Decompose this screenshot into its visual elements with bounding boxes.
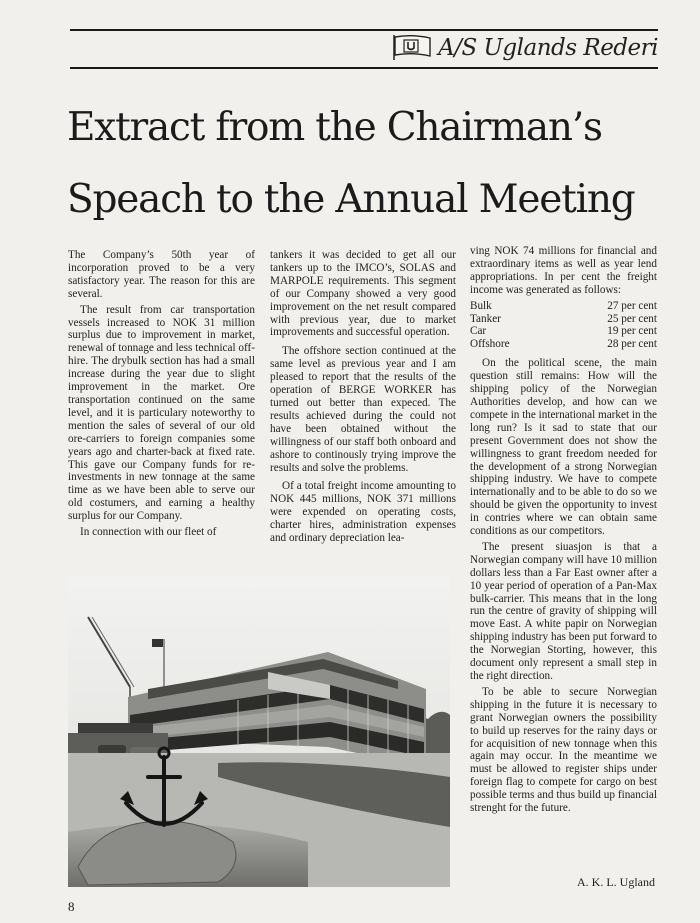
paragraph: tankers it was decided to get all our tankers up to the IMCO’s, SOLAS and MARPOLE requirements. This segment of our Company showed a very good improvement on the net result compared with previous year, due to market improvements and successful operation. — [270, 249, 456, 339]
office-building-photo — [68, 577, 450, 887]
text-column-1 — [68, 249, 255, 542]
row-value: 27 per cent — [607, 299, 657, 312]
header-rule-bottom — [70, 67, 658, 69]
paragraph: The present siuasjon is that a Norwegian company will have 10 million dollars less than a Far East owner after a 10 year period of operation of a Pan-Max bulk-carrier. This means that in the long run the centre of gravity of shipping will move East. A white papir on Norwegian shipping industry has been put forward to the Norwegian Storting, however, this document only represent a small step in the right direction. — [470, 540, 657, 682]
paragraph: The Company’s 50th year of incorporation proved to be a very satisfactory year. The reason for this are several. — [68, 249, 255, 300]
freight-income-table — [470, 300, 657, 352]
row-label: Car — [470, 325, 487, 338]
text-column-3 — [470, 245, 657, 818]
brand-name: A/S Uglands Rederi — [438, 35, 658, 61]
paragraph: In connection with our fleet of — [80, 526, 217, 539]
row-value: 25 per cent — [607, 312, 657, 325]
table-row — [470, 313, 657, 326]
flag-u-icon — [392, 34, 432, 62]
table-row — [470, 338, 657, 351]
row-label: Offshore — [470, 338, 510, 351]
page-title — [67, 92, 647, 236]
brand — [392, 32, 658, 64]
paragraph: On the political scene, the main question still remains: How will the shipping policy of the Norwegian Authorities develop, and how can we compete in the international market in the long run? Is it sad to state that our present Government does not show the willingness to grant freedom needed for the development of a strong Norwegian shipping industry. We have to compete internationally and to be able to do so we should be given the opportunity to invest in contries where we can obtain same conditions as our competitors. — [470, 357, 658, 538]
paragraph: The result from car transportation vessels increased to NOK 31 million surplus due to improvement in market, renewal of tonnage and less technical off-hire. The drybulk section has had a small increase during the year due to slight improvement in the market. Ore transportation continued on the same level, and it is particulary noteworthy to mention the sales of several of our old ore-carriers to foreign companies some years ago and charter-back at fixed rate. This gave our Company funds for re-investments in new tonnage at the same time as we have been able to serve our old costumers, and earning a healthy surplus for our Company. — [68, 303, 255, 523]
page-number: 8 — [68, 899, 75, 914]
paragraph: The offshore section continued at the same level as previous year and I am pleased to report that the results of the operation of BERGE WORKER has turned out better than expeced. The results achieved during the could not have been obtained without the willingness of our staff both onboard and ashore to continously trying improve the results and solve the problems. — [270, 345, 456, 474]
row-label: Tanker — [470, 312, 501, 325]
table-row — [470, 325, 657, 338]
row-value: 19 per cent — [607, 325, 657, 338]
row-value: 28 per cent — [607, 338, 657, 351]
paragraph: To be able to secure Norwegian shipping in the future it is necessary to grant Norwegian owners the possibility to build up reserves for the rainy days or for acquisition of new tonnage when this again may occur. In the meantime we must be allowed to register ships under foreign flag to compete for cargo on best possible terms and thus build up financial strenght for the future. — [470, 685, 657, 815]
text-column-2 — [270, 249, 456, 548]
table-row — [470, 300, 657, 313]
title-line-1: Extract from the Chairman’s — [67, 105, 602, 150]
row-label: Bulk — [470, 299, 492, 312]
header-rule-top — [70, 29, 658, 31]
signature: A. K. L. Ugland — [577, 875, 655, 889]
paragraph: Of a total freight income amounting to NOK 445 millions, NOK 371 millions were expended on operating costs, charter hires, administration expenses and ordinary depreciation lea- — [270, 480, 456, 545]
title-line-2: Speach to the Annual Meeting — [67, 177, 635, 222]
paragraph: ving NOK 74 millions for financial and extraordinary items as well as year lend appropriations. In per cent the freight income was generated as follows: — [470, 245, 657, 296]
